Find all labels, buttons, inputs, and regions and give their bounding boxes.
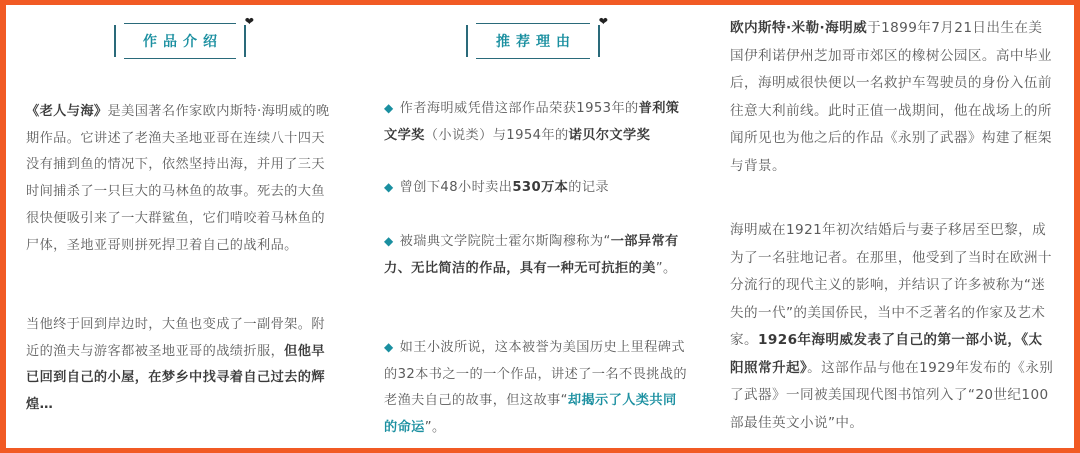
- author-paragraph-1: [730, 15, 1056, 180]
- recommendation-heading: [466, 15, 608, 57]
- heart-icon: ❤: [244, 15, 254, 28]
- author-paragraph-2-text: 海明威在1921年初次结婚后与妻子移居至巴黎，成为了一名驻地记者。在那里，他受到了当时在欧洲十分流行的现代主义的影响，并结识了许多被称为“迷失的一代”的美国侨民，当中不乏著名的作家及艺术家。: [730, 222, 1052, 348]
- reason-1-text-2: （小说类）与1954年的: [424, 127, 569, 143]
- diamond-icon: ◆: [384, 340, 394, 354]
- author-paragraph-2-tail: 。这部作品与他在1929年发布的《永别了武器》一同被美国现代图书馆列入了“20世纪100部最佳英文小说”中。: [730, 359, 1054, 431]
- reason-item-2: [384, 174, 690, 202]
- reason-3-bold: 一部异常有力、无比简洁的作品，具有一种无可抗拒的美: [384, 234, 679, 276]
- recommendation-heading-text: 推荐理由: [496, 34, 576, 50]
- intro-paragraph-1: [26, 99, 336, 259]
- reason-2-text: 曾创下48小时卖出: [399, 180, 513, 195]
- reason-1-bold-1: 普利策文学奖: [384, 101, 680, 143]
- recommendation-column: [378, 5, 690, 448]
- author-paragraph-1-text: 于1899年7月21日出生在美国伊利诺伊州芝加哥市郊区的橡树公园区。高中毕业后，海明威很快便以一名救护车驾驶员的身份入伍前往意大利前线。此时正值一战期间，他在战场上的所闻所见也为他之后的作品《永别了武器》构建了框架与背景。: [730, 20, 1052, 174]
- author-name: 欧内斯特·米勒·海明威: [730, 20, 868, 36]
- reason-3-text-2: ”。: [655, 260, 677, 276]
- intro-paragraph-2-bold: 但他早已回到自己的小屋，在梦乡中找寻着自己过去的辉煌…: [26, 343, 325, 413]
- heart-icon: ❤: [598, 15, 608, 28]
- introduction-column: [26, 5, 336, 448]
- reason-4-highlight: 却揭示了人类共同的命运: [384, 393, 677, 436]
- intro-paragraph-2: [26, 312, 336, 419]
- reason-item-3: [384, 228, 690, 282]
- reason-2-bold: 530万本: [512, 180, 569, 195]
- author-paragraph-2-bold: 1926年海明威发表了自己的第一部小说，《太阳照常升起》: [730, 332, 1043, 376]
- introduction-heading-text: 作品介绍: [143, 34, 223, 50]
- reason-1-text: 作者海明威凭借这部作品荣获1953年的: [399, 101, 639, 116]
- reason-item-1: [384, 95, 690, 149]
- introduction-heading: [114, 15, 254, 57]
- reason-item-4: [384, 334, 690, 442]
- content-frame: [6, 5, 1074, 448]
- intro-paragraph-2-text: 当他终于回到岸边时，大鱼也变成了一副骨架。附近的渔夫与游客都被圣地亚哥的战绩折服，: [26, 317, 325, 359]
- reason-4-text-2: ”。: [424, 420, 446, 436]
- diamond-icon: ◆: [384, 234, 394, 248]
- reason-2-text-2: 的记录: [568, 180, 610, 195]
- reason-4-text: 如王小波所说，这本被誉为美国历史上里程碑式的32本书之一的一个作品，讲述了一名不畏挑战的老渔夫自己的故事，但这故事“: [384, 340, 687, 409]
- author-column: [728, 5, 1058, 448]
- intro-paragraph-1-text: 是美国著名作家欧内斯特·海明威的晚期作品。它讲述了老渔夫圣地亚哥在连续八十四天没有捕到鱼的情况下，依然坚持出海，并用了三天时间捕杀了一只巨大的马林鱼的故事。死去的大鱼很快便吸引来了一大群鲨鱼，它们啃咬着马林鱼的尸体，圣地亚哥则拼死捍卫着自己的战利品。: [26, 104, 330, 253]
- reason-3-text: 被瑞典文学院院士霍尔斯陶穆称为“: [399, 234, 611, 249]
- diamond-icon: ◆: [384, 180, 394, 194]
- book-title: 《老人与海》: [26, 104, 108, 119]
- reason-1-bold-2: 诺贝尔文学奖: [568, 127, 651, 143]
- author-paragraph-2: [730, 217, 1056, 437]
- diamond-icon: ◆: [384, 101, 394, 115]
